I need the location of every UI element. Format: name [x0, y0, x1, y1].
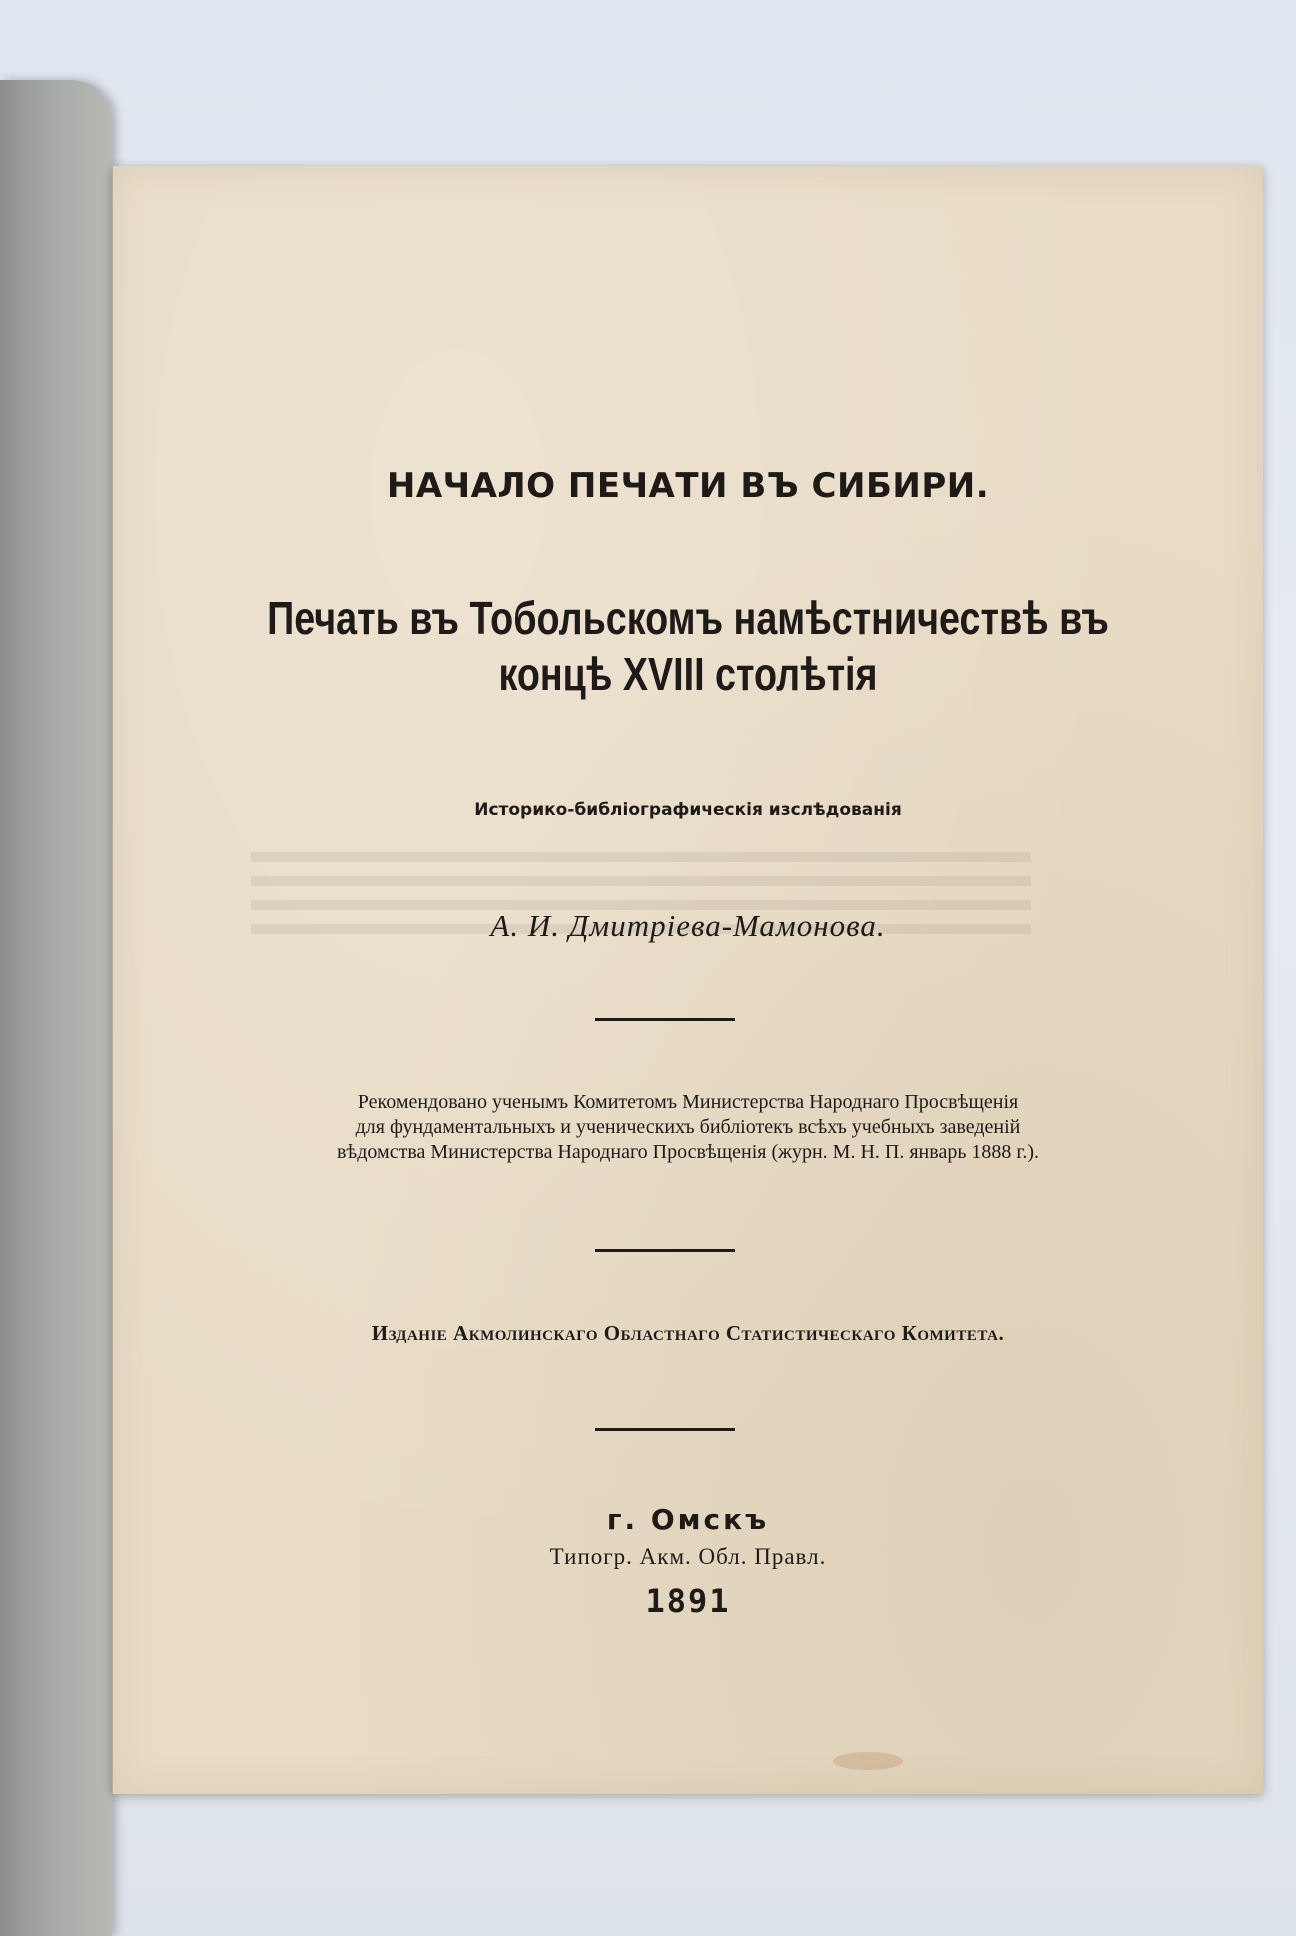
book-cover-edge — [0, 80, 112, 1936]
imprint-city: г. Омскъ — [606, 1503, 770, 1536]
divider-rule — [595, 1018, 735, 1021]
publisher: Изданіе Акмолинскаго Областнаго Статистическаго Комитета. — [371, 1321, 1005, 1345]
recommendation-line-1: Рекомендовано ученымъ Комитетомъ Министерства Народнаго Просвѣщенія — [357, 1091, 1019, 1113]
main-title: НАЧАЛО ПЕЧАТИ ВЪ СИБИРИ. — [386, 466, 990, 506]
title-page — [112, 166, 1263, 1794]
author: А. И. Дмитріева-Мамонова. — [490, 908, 886, 943]
recommendation-text — [113, 1090, 1263, 1165]
recommendation-line-3: вѣдомства Министерства Народнаго Просвѣщенія (журн. М. Н. П. январь 1888 г.). — [336, 1141, 1040, 1163]
paper-stain — [833, 1752, 903, 1770]
imprint-printer: Типогр. Акм. Обл. Правл. — [549, 1544, 827, 1569]
recommendation-line-2: для фундаментальныхъ и ученическихъ библіотекъ всѣхъ учебныхъ заведеній — [355, 1116, 1021, 1138]
book-title-line-1: Печать въ Тобольскомъ намѣстничествѣ въ — [267, 592, 1109, 644]
book-title-line-2: концѣ XVIII столѣтія — [498, 648, 878, 700]
divider-rule — [595, 1249, 735, 1252]
subtitle: Историко-библіографическія изслѣдованія — [474, 800, 902, 820]
book-title — [217, 590, 1160, 702]
imprint-year: 1891 — [645, 1582, 731, 1620]
divider-rule — [595, 1428, 735, 1431]
